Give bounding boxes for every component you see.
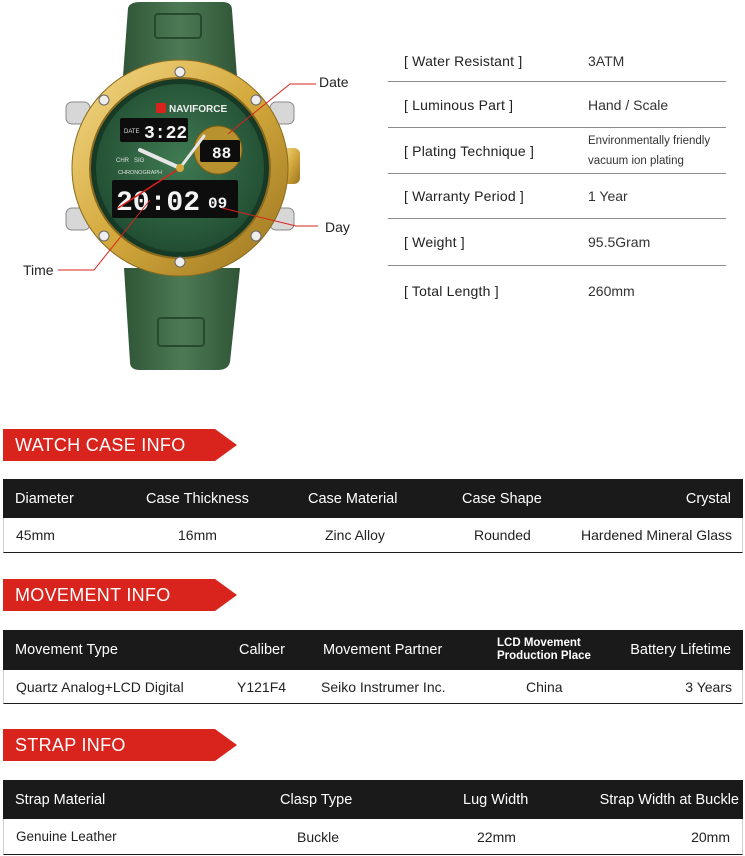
- header-case-shape: Case Shape: [462, 490, 542, 507]
- spec-label: [ Luminous Part ]: [404, 96, 514, 113]
- header-production-place: Production Place: [497, 650, 591, 662]
- watch-image: [0, 0, 380, 400]
- spec-row-plating-technique: [388, 128, 726, 174]
- lcd-label-sig: SIG: [134, 158, 145, 164]
- lcd-label-date: DATE: [124, 129, 140, 135]
- spec-row-water-resistant: [388, 40, 726, 82]
- section-title: MOVEMENT INFO: [15, 585, 171, 605]
- case-info-table: [3, 479, 743, 553]
- header-battery-lifetime: Battery Lifetime: [630, 642, 731, 658]
- spec-label: [ Total Length ]: [404, 283, 499, 299]
- section-banner-case: [3, 429, 238, 461]
- value-crystal: Hardened Mineral Glass: [581, 527, 732, 543]
- spec-row-weight: [388, 219, 726, 266]
- header-strap-material: Strap Material: [15, 791, 106, 808]
- header-case-thickness: Case Thickness: [146, 490, 249, 507]
- value-case-thickness: 16mm: [178, 527, 217, 543]
- lcd-label-chronograph: CHRONOGRAPH: [118, 170, 163, 176]
- table-row: [3, 518, 743, 553]
- table-header-row: [3, 630, 743, 670]
- value-lug-width: 22mm: [477, 828, 516, 845]
- section-banner-strap: [3, 729, 238, 761]
- value-movement-type: Quartz Analog+LCD Digital: [16, 678, 184, 695]
- table-row: [3, 670, 743, 704]
- value-movement-partner: Seiko Instrumer Inc.: [321, 678, 446, 695]
- spec-value: 3ATM: [588, 52, 625, 69]
- header-caliber: Caliber: [239, 642, 285, 658]
- callout-day: Day: [325, 219, 350, 235]
- value-battery-lifetime: 3 Years: [685, 678, 732, 695]
- spec-label: [ Water Resistant ]: [404, 52, 523, 69]
- watch-illustration: [0, 0, 380, 400]
- brand-name: NAVIFORCE: [169, 104, 228, 115]
- value-strap-material: Genuine Leather: [16, 829, 117, 844]
- callout-date: Date: [319, 74, 349, 90]
- section-banner-movement: [3, 579, 238, 611]
- spec-row-luminous-part: [388, 82, 726, 128]
- lcd-top-time: 3:22: [144, 124, 188, 144]
- spec-list: [388, 40, 726, 316]
- spec-row-total-length: [388, 266, 726, 316]
- spec-label: [ Plating Technique ]: [404, 142, 535, 159]
- lcd-main-time: 20:02: [116, 188, 201, 219]
- spec-value: [588, 131, 726, 171]
- value-case-shape: Rounded: [474, 527, 531, 543]
- value-strap-width-at-buckle: 20mm: [691, 828, 730, 845]
- header-strap-width-at-buckle: Strap Width at Buckle: [599, 791, 739, 808]
- spec-value: 260mm: [588, 283, 635, 299]
- header-lug-width: Lug Width: [463, 791, 529, 808]
- lcd-seconds: 09: [208, 195, 228, 213]
- header-movement-type: Movement Type: [15, 642, 118, 658]
- table-row: [3, 819, 743, 855]
- spec-value: Hand / Scale: [588, 96, 669, 113]
- header-movement-partner: Movement Partner: [323, 642, 443, 658]
- movement-info-table: [3, 630, 743, 704]
- strap-info-table: [3, 780, 743, 855]
- header-crystal: Crystal: [685, 490, 731, 507]
- spec-label: [ Warranty Period ]: [404, 188, 524, 204]
- spec-label: [ Weight ]: [404, 234, 465, 250]
- header-diameter: Diameter: [15, 490, 74, 507]
- value-clasp-type: Buckle: [297, 828, 340, 845]
- spec-value: 95.5Gram: [588, 234, 651, 250]
- spec-value-line: Environmentally friendly: [588, 134, 711, 147]
- header-lcd-movement: LCD Movement: [497, 637, 581, 649]
- section-title: WATCH CASE INFO: [15, 435, 186, 455]
- table-header-row: [3, 780, 743, 819]
- section-title: STRAP INFO: [15, 735, 126, 755]
- spec-row-warranty-period: [388, 174, 726, 219]
- svg-text:88: 88: [212, 145, 232, 163]
- callout-time: Time: [23, 262, 54, 278]
- value-caliber: Y121F4: [237, 678, 287, 695]
- value-case-material: Zinc Alloy: [325, 527, 385, 543]
- header-lcd-movement-production-place: [497, 630, 591, 670]
- value-production-place: China: [526, 678, 563, 695]
- table-header-row: [3, 479, 743, 518]
- header-case-material: Case Material: [308, 490, 398, 507]
- spec-value-line: vacuum ion plating: [588, 154, 684, 167]
- spec-value: 1 Year: [588, 188, 628, 204]
- header-clasp-type: Clasp Type: [280, 791, 353, 808]
- lcd-label-chr: CHR: [116, 158, 129, 164]
- value-diameter: 45mm: [16, 527, 55, 543]
